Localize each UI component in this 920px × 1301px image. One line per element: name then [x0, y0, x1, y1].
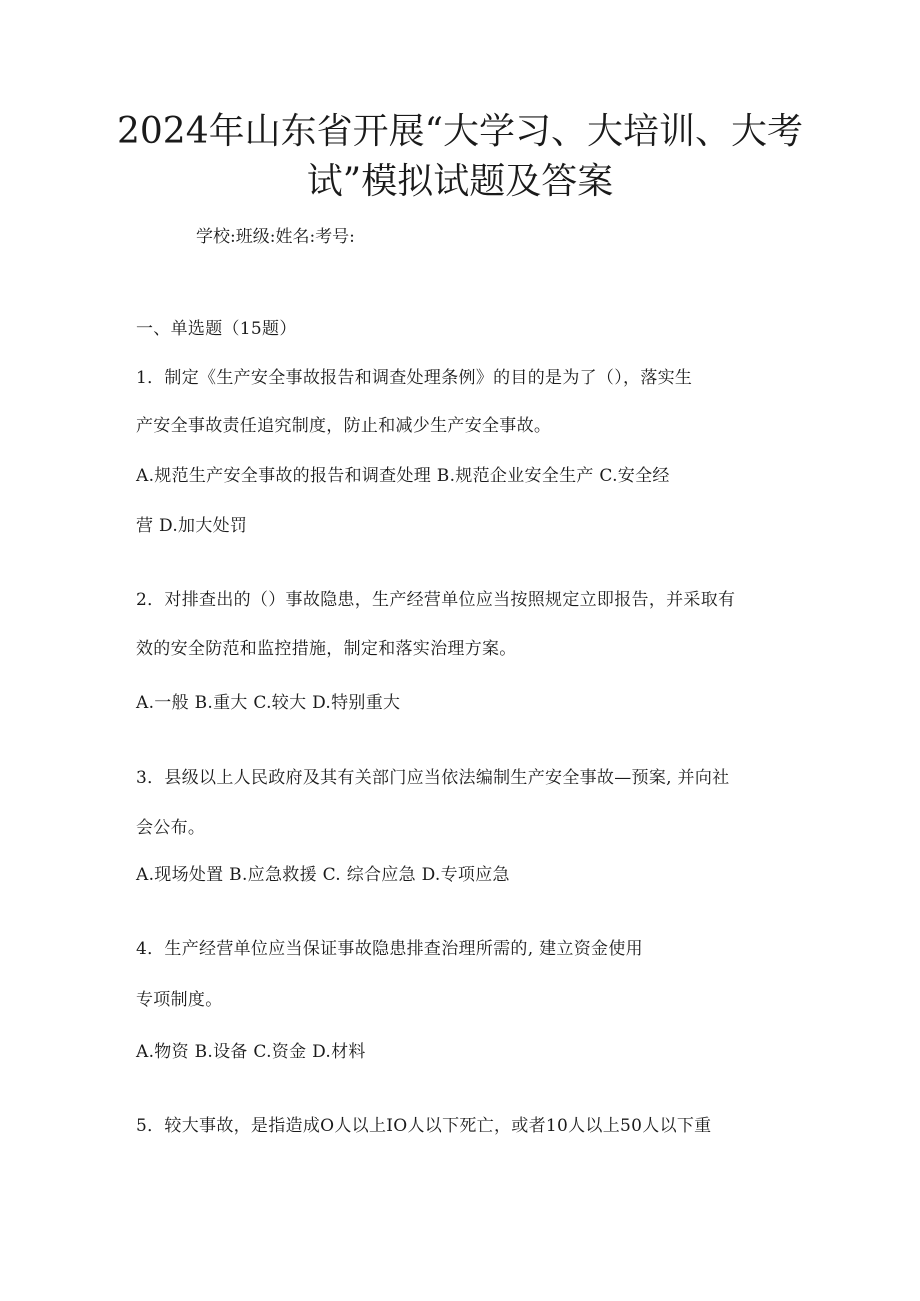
question-1-stem-line-2: 产安全事故责任追究制度，防止和减少生产安全事故。 — [136, 416, 552, 436]
question-3-stem-line-1: 3．县级以上人民政府及其有关部门应当依法编制生产安全事故—预案, 并向社 — [136, 768, 730, 788]
document-title-line-2: 试”模拟试题及答案 — [306, 161, 614, 202]
question-4-stem-line-1: 4．生产经营单位应当保证事故隐患排查治理所需的, 建立资金使用 — [136, 939, 643, 959]
student-info-line: 学校:班级:姓名:考号: — [196, 227, 355, 247]
question-1-stem-line-1: 1．制定《生产安全事故报告和调查处理条例》的目的是为了（），落实生 — [136, 368, 693, 388]
question-4-stem-line-2: 专项制度。 — [136, 990, 223, 1010]
document-title-line-1: 2024年山东省开展“大学习、大培训、大考 — [116, 111, 804, 152]
question-3-options-line-1: A.现场处置 B.应急救援 C. 综合应急 D.专项应急 — [136, 865, 510, 885]
question-2-stem-line-2: 效的安全防范和监控措施，制定和落实治理方案。 — [136, 639, 517, 659]
question-2-options-line-1: A.一般 B.重大 C.较大 D.特别重大 — [136, 693, 401, 713]
section-heading: 一、单选题（15题） — [136, 319, 297, 339]
question-2-stem-line-1: 2．对排查出的（）事故隐患，生产经营单位应当按照规定立即报告，并采取有 — [136, 590, 736, 610]
question-1-options-line-1: A.规范生产安全事故的报告和调查处理 B.规范企业安全生产 C.安全经 — [136, 466, 670, 486]
question-4-options-line-1: A.物资 B.设备 C.资金 D.材料 — [136, 1042, 366, 1062]
question-5-stem-line-1: 5．较大事故，是指造成O人以上IO人以下死亡，或者10人以上50人以下重 — [136, 1116, 712, 1136]
question-1-options-line-2: 营 D.加大处罚 — [136, 516, 248, 536]
question-3-stem-line-2: 会公布。 — [136, 818, 206, 838]
